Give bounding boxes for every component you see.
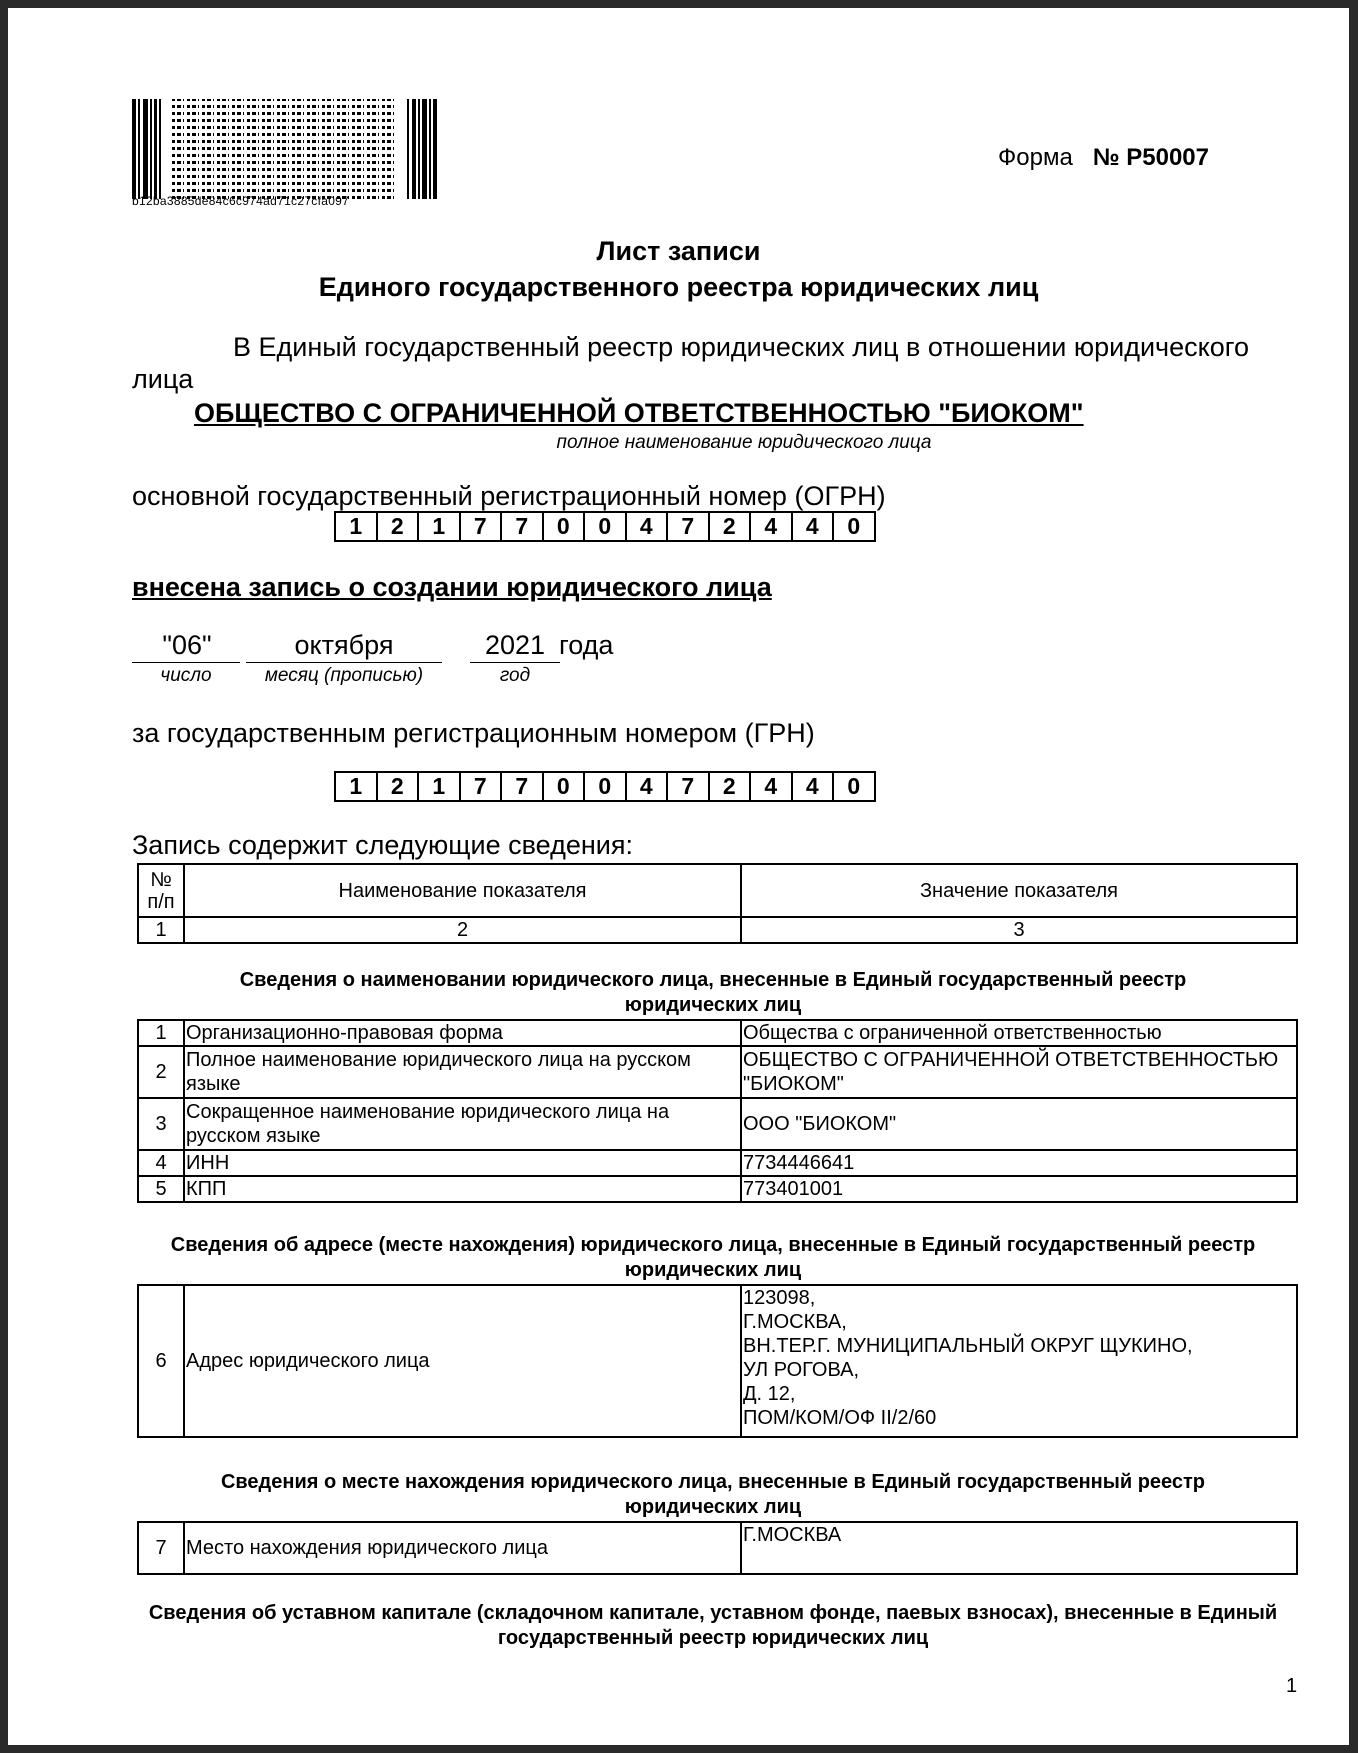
row-number: 6 bbox=[138, 1285, 184, 1437]
title-line-1: Лист записи bbox=[596, 236, 761, 266]
date-month-underline bbox=[246, 662, 442, 663]
date-year-caption: год bbox=[499, 665, 531, 686]
row-value: Общества с ограниченной ответственностью bbox=[741, 1020, 1297, 1046]
address-line: УЛ РОГОВА, bbox=[743, 1359, 860, 1381]
grn-label: за государственным регистрационным номером (ГРН) bbox=[132, 718, 815, 748]
grn-digit: 2 bbox=[710, 771, 752, 802]
section-2-table bbox=[137, 1284, 1298, 1438]
form-label-text: Форма bbox=[998, 144, 1073, 171]
header-col-name: Наименование показателя bbox=[184, 864, 741, 917]
row-number: 5 bbox=[138, 1176, 184, 1202]
row-value: ООО "БИОКОМ" bbox=[741, 1098, 1297, 1150]
date-month: октября bbox=[294, 630, 394, 660]
row-name: ИНН bbox=[184, 1150, 741, 1176]
date-day-underline bbox=[132, 662, 240, 663]
ogrn-digit: 1 bbox=[419, 511, 461, 542]
header-col-value: Значение показателя bbox=[741, 864, 1297, 917]
row-value: Г.МОСКВА bbox=[741, 1522, 1297, 1574]
header-num-2: 2 bbox=[184, 917, 741, 943]
date-year-underline bbox=[470, 662, 560, 663]
ogrn-digit: 7 bbox=[502, 511, 544, 542]
table-row bbox=[138, 1046, 1297, 1098]
grn-digit: 4 bbox=[627, 771, 669, 802]
row-name: Полное наименование юридического лица на русском языке bbox=[184, 1046, 741, 1098]
table-row bbox=[138, 1098, 1297, 1150]
ogrn-digit: 0 bbox=[585, 511, 627, 542]
contents-label: Запись содержит следующие сведения: bbox=[132, 830, 633, 860]
address-line: ВН.ТЕР.Г. МУНИЦИПАЛЬНЫЙ ОКРУГ ЩУКИНО, bbox=[743, 1335, 1193, 1357]
grn-digit: 1 bbox=[336, 771, 378, 802]
table-row bbox=[138, 1150, 1297, 1176]
table-row bbox=[138, 1176, 1297, 1202]
date-day: "06" bbox=[162, 630, 212, 660]
section-3-table bbox=[137, 1521, 1298, 1575]
document-page bbox=[8, 8, 1349, 1745]
ogrn-digits bbox=[334, 511, 876, 542]
row-number: 1 bbox=[138, 1020, 184, 1046]
row-number: 7 bbox=[138, 1522, 184, 1574]
address-line: 123098, bbox=[743, 1287, 816, 1309]
row-name: Сокращенное наименование юридического лица на русском языке bbox=[184, 1098, 741, 1150]
ogrn-digit: 0 bbox=[544, 511, 586, 542]
row-number: 2 bbox=[138, 1046, 184, 1098]
grn-digit: 7 bbox=[461, 771, 503, 802]
date-month-caption: месяц (прописью) bbox=[264, 665, 424, 686]
grn-digit: 4 bbox=[751, 771, 793, 802]
grn-digit: 4 bbox=[793, 771, 835, 802]
grn-digit: 1 bbox=[419, 771, 461, 802]
section-3-title: Сведения о месте нахождения юридического лица, внесенные в Единый государственный реестр юридических лиц bbox=[220, 1471, 1206, 1518]
barcode-image bbox=[132, 99, 445, 199]
section-2-title: Сведения об адресе (месте нахождения) юридического лица, внесенные в Единый государственный реестр юридических лиц bbox=[170, 1234, 1256, 1281]
grn-digits bbox=[334, 771, 876, 802]
address-line: Г.МОСКВА, bbox=[743, 1311, 847, 1333]
form-number: № Р50007 bbox=[1092, 144, 1209, 171]
grn-digit: 2 bbox=[378, 771, 420, 802]
ogrn-digit: 7 bbox=[668, 511, 710, 542]
table-row bbox=[138, 1285, 1297, 1437]
grn-digit: 0 bbox=[544, 771, 586, 802]
row-name: Адрес юридического лица bbox=[184, 1285, 741, 1437]
header-col-number: № п/п bbox=[138, 864, 184, 917]
table-row bbox=[138, 1522, 1297, 1574]
page-number: 1 bbox=[1286, 1675, 1298, 1697]
row-value: ОБЩЕСТВО С ОГРАНИЧЕННОЙ ОТВЕТСТВЕННОСТЬЮ "БИОКОМ" bbox=[741, 1046, 1297, 1098]
grn-digit: 7 bbox=[668, 771, 710, 802]
ogrn-digit: 2 bbox=[378, 511, 420, 542]
ogrn-label: основной государственный регистрационный номер (ОГРН) bbox=[132, 481, 886, 511]
header-num-3: 3 bbox=[741, 917, 1297, 943]
ogrn-digit: 1 bbox=[336, 511, 378, 542]
header-num-1: 1 bbox=[138, 917, 184, 943]
entity-caption: полное наименование юридического лица bbox=[556, 432, 932, 453]
barcode-hash: b12ba3885de84c6c974ad71c27cfa097 bbox=[132, 194, 350, 208]
date-year: 2021 bbox=[484, 630, 546, 660]
address-line: ПОМ/КОМ/ОФ II/2/60 bbox=[743, 1407, 937, 1429]
ogrn-digit: 2 bbox=[710, 511, 752, 542]
grn-digit: 0 bbox=[834, 771, 876, 802]
form-label bbox=[998, 144, 1209, 172]
grn-digit: 0 bbox=[585, 771, 627, 802]
entity-name: ОБЩЕСТВО С ОГРАНИЧЕННОЙ ОТВЕТСТВЕННОСТЬЮ "БИОКОМ" bbox=[194, 398, 1084, 428]
row-value: 7734446641 bbox=[741, 1150, 1297, 1176]
row-number: 4 bbox=[138, 1150, 184, 1176]
table-row bbox=[138, 1020, 1297, 1046]
row-name: Место нахождения юридического лица bbox=[184, 1522, 741, 1574]
ogrn-digit: 4 bbox=[627, 511, 669, 542]
title-line-2: Единого государственного реестра юридических лиц bbox=[318, 272, 1039, 302]
address-value bbox=[741, 1285, 1297, 1437]
ogrn-digit: 4 bbox=[751, 511, 793, 542]
row-name: Организационно-правовая форма bbox=[184, 1020, 741, 1046]
row-value: 773401001 bbox=[741, 1176, 1297, 1202]
ogrn-digit: 4 bbox=[793, 511, 835, 542]
date-suffix: года bbox=[559, 630, 614, 660]
intro-line-2: лица bbox=[132, 364, 194, 394]
section-1-table bbox=[137, 1019, 1298, 1203]
section-1-title: Сведения о наименовании юридического лица, внесенные в Единый государственный реестр юридических лиц bbox=[239, 969, 1187, 1016]
ogrn-digit: 0 bbox=[834, 511, 876, 542]
intro-line-1: В Единый государственный реестр юридических лиц в отношении юридического bbox=[233, 332, 1250, 362]
row-number: 3 bbox=[138, 1098, 184, 1150]
grn-digit: 7 bbox=[502, 771, 544, 802]
address-line: Д. 12, bbox=[743, 1383, 796, 1405]
header-table bbox=[137, 863, 1298, 944]
ogrn-digit: 7 bbox=[461, 511, 503, 542]
date-day-caption: число bbox=[160, 665, 212, 686]
record-title: внесена запись о создании юридического лица bbox=[132, 572, 772, 602]
section-4-title: Сведения об уставном капитале (складочном капитале, уставном фонде, паевых взносах), внесенные в Единый государственный реестр юридических лиц bbox=[148, 1602, 1278, 1649]
row-name: КПП bbox=[184, 1176, 741, 1202]
